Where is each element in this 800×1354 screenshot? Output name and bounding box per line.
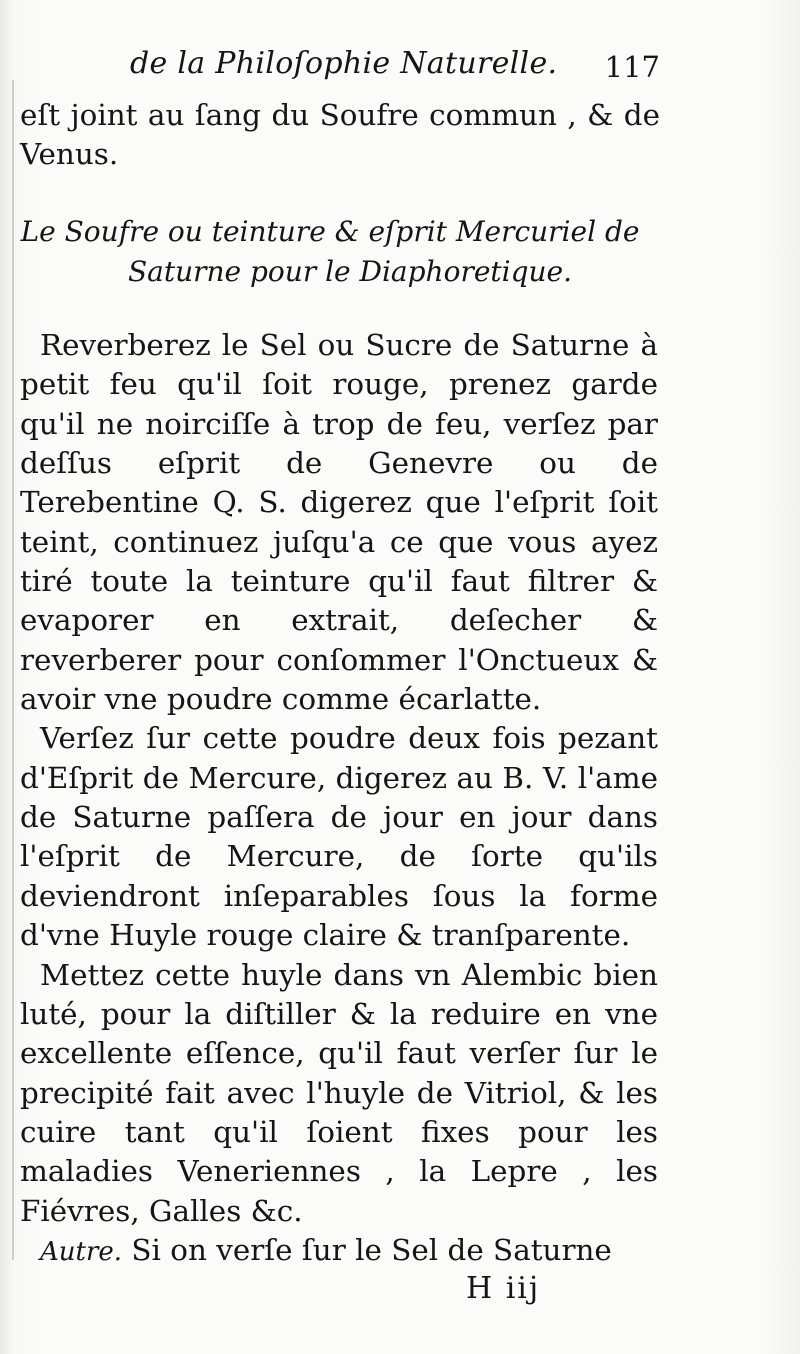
signature-mark: H iij xyxy=(466,1271,541,1306)
page-number: 117 xyxy=(604,50,660,84)
section-title-line-1: Le Soufre ou teinture & eſprit Mercuriel de xyxy=(20,215,640,248)
section-title xyxy=(20,212,640,292)
paragraph-2: Verſez ſur cette poudre deux fois pezant d'Eſprit de Mercure, digerez au B. V. l'ame de Saturne paſſera de jour en jour dans l'eſprit de Mercure, de ſorte qu'ils deviendront inſeparables ſous la forme d'vne Huyle rouge claire & tranſparente. xyxy=(20,721,658,953)
page-header xyxy=(120,46,660,90)
paragraph-1: Reverberez le Sel ou Sucre de Saturne à petit feu qu'il ſoit rouge, prenez garde qu'il ne noirciſſe à trop de feu, verſez par deſſus eſprit de Genevre ou de Terebentine Q. S. digerez que l'eſprit ſoit teint, continuez juſqu'a ce que vous ayez tiré toute la teinture qu'il faut filtrer & evaporer en extrait, deſecher & reverberer pour conſommer l'Onctueux & avoir vne poudre comme écarlatte. xyxy=(20,328,658,717)
running-head: de la Philoſophie Naturelle. xyxy=(130,46,558,81)
paragraph-4 xyxy=(20,1231,658,1272)
body-text xyxy=(20,326,658,1272)
continuation-text: eſt joint au ſang du Soufre commun , & de Venus. xyxy=(20,98,660,172)
paragraph-4-text: Si on verſe ſur le Sel de Saturne xyxy=(122,1232,612,1267)
section-title-line-2: Saturne pour le Diaphoretique. xyxy=(127,255,573,288)
page-gutter-shadow xyxy=(12,80,14,1260)
paragraph-3: Mettez cette huyle dans vn Alembic bien luté, pour la diſtiller & la reduire en vne excellente eſſence, qu'il faut verſer ſur le precipité fait avec l'huyle de Vitriol, & les cuire tant qu'il ſoient fixes pour les maladies Veneriennes , la Lepre , les Fiévres, Galles &c. xyxy=(20,957,658,1228)
paragraph-4-lead: Autre. xyxy=(40,1236,123,1267)
